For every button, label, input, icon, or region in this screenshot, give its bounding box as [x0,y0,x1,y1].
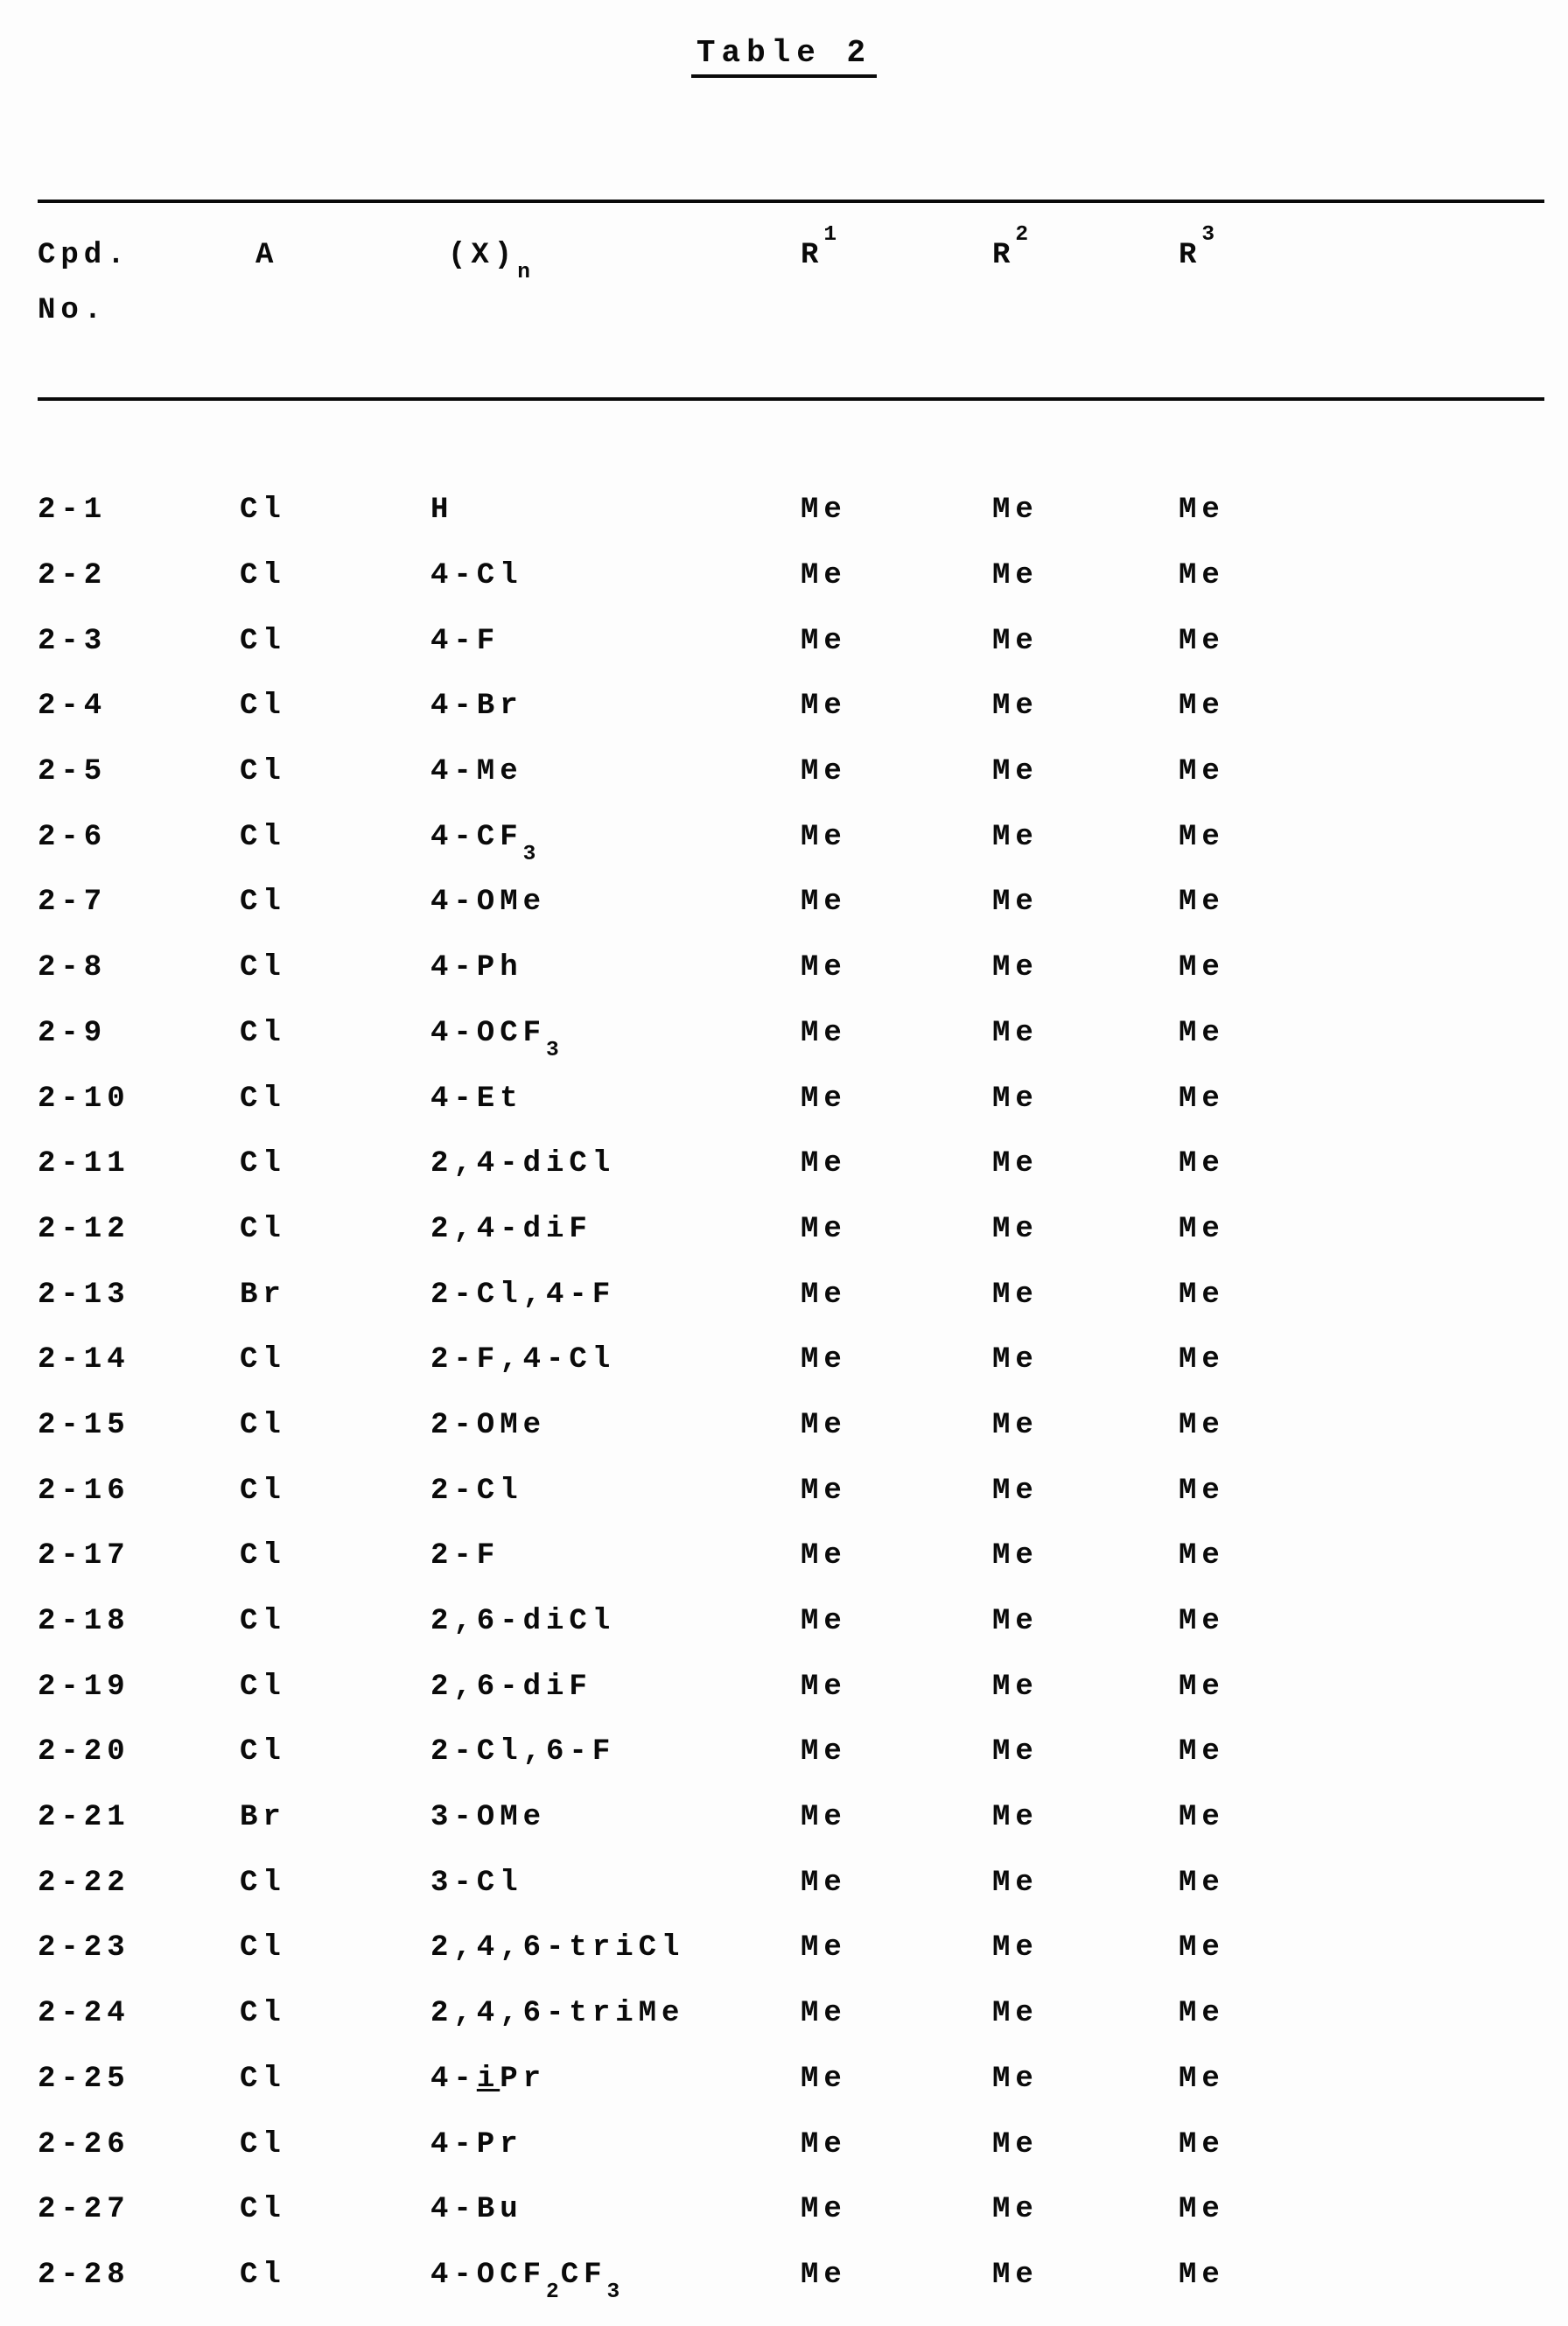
cell-r1: Me [801,1343,847,1377]
compound-table [38,200,1544,2308]
cell-r2: Me [992,1539,1039,1573]
cell-r1: Me [801,886,847,920]
cell-r1: Me [801,1212,847,1246]
cell-r2: Me [992,1147,1039,1181]
cell-cpd-no: 2-4 [38,690,108,724]
cell-r3: Me [1179,1997,1225,2031]
cell-r3: Me [1179,624,1225,658]
cell-cpd-no: 2-24 [38,1997,130,2031]
cell-r2: Me [992,494,1039,528]
cell-xn: 4-Br [430,690,523,724]
cell-cpd-no: 2-19 [38,1670,130,1704]
cell-xn: 2-F,4-Cl [430,1343,616,1377]
cell-cpd-no: 2-14 [38,1343,130,1377]
cell-r2: Me [992,2062,1039,2096]
table-row [38,1001,1544,1067]
cell-r3: Me [1179,1147,1225,1181]
cell-r1: Me [801,755,847,789]
cell-a: Cl [240,1016,286,1050]
cell-r2: Me [992,690,1039,724]
cell-a: Cl [240,2062,286,2096]
cell-a: Cl [240,624,286,658]
cell-a: Cl [240,951,286,985]
cell-r1: Me [801,1605,847,1639]
cell-r3: Me [1179,2193,1225,2227]
col-header-cpd-no [38,201,240,399]
cell-a: Cl [240,690,286,724]
cell-xn: 4-OMe [430,886,547,920]
cell-cpd-no: 2-8 [38,951,108,985]
cell-r3: Me [1179,1212,1225,1246]
cell-r3: Me [1179,1474,1225,1508]
table-row [38,739,1544,805]
cell-r2: Me [992,886,1039,920]
cell-cpd-no: 2-6 [38,820,108,854]
cell-r2: Me [992,1866,1039,1900]
col-header-cpd-line2: No. [38,294,108,327]
cell-r2: Me [992,1016,1039,1050]
cell-r2: Me [992,1605,1039,1639]
cell-r2: Me [992,1343,1039,1377]
cell-r2: Me [992,755,1039,789]
cell-xn: 2-Cl,4-F [430,1278,616,1312]
cell-a: Br [240,1801,286,1835]
table-row [38,2243,1544,2308]
cell-xn: $4-OCF_2CF_3$ [430,2258,622,2304]
cell-a: Cl [240,1082,286,1116]
cell-a: Cl [240,494,286,528]
cell-cpd-no: 2-15 [38,1408,130,1442]
cell-r1: Me [801,1801,847,1835]
cell-r2: Me [992,820,1039,854]
table-row [38,2177,1544,2243]
cell-xn: 2,6-diCl [430,1605,616,1639]
cell-a: Cl [240,1539,286,1573]
cell-a: Cl [240,1997,286,2031]
table-row [38,1458,1544,1524]
cell-r1: Me [801,1474,847,1508]
cell-a: Cl [240,755,286,789]
cell-cpd-no: 2-18 [38,1605,130,1639]
cell-r1: Me [801,1147,847,1181]
header-gap-spacer [38,399,1544,478]
cell-r3: Me [1179,1801,1225,1835]
cell-xn: 2,6-diF [430,1670,592,1704]
cell-a: Cl [240,1343,286,1377]
table-row [38,1393,1544,1459]
cell-a: Cl [240,1212,286,1246]
cell-r3: Me [1179,755,1225,789]
cell-r1: Me [801,1278,847,1312]
cell-a: Cl [240,559,286,593]
cell-r2: Me [992,951,1039,985]
cell-xn: 4-F [430,624,500,658]
cell-r3: Me [1179,1016,1225,1050]
col-header-r2: $R^2$ [992,223,1031,272]
cell-xn: H [430,494,454,528]
cell-r2: Me [992,1735,1039,1769]
table-body [38,399,1544,2308]
table-row [38,543,1544,609]
cell-xn: 4-Ph [430,951,523,985]
cell-r3: Me [1179,559,1225,593]
cell-xn: 2,4,6-triCl [430,1931,685,1965]
cell-r1: Me [801,1931,847,1965]
table-row [38,1197,1544,1263]
cell-xn: $4-CF_3$ [430,820,538,866]
cell-r1: Me [801,1997,847,2031]
cell-r3: Me [1179,690,1225,724]
cell-cpd-no: 2-28 [38,2258,130,2292]
cell-cpd-no: 2-17 [38,1539,130,1573]
cell-r1: Me [801,1735,847,1769]
cell-r3: Me [1179,1670,1225,1704]
cell-r2: Me [992,1408,1039,1442]
cell-r1: Me [801,820,847,854]
cell-r1: Me [801,690,847,724]
cell-r3: Me [1179,1605,1225,1639]
cell-a: Cl [240,820,286,854]
cell-xn: 2-OMe [430,1408,547,1442]
cell-r3: Me [1179,2258,1225,2292]
cell-r3: Me [1179,494,1225,528]
cell-r3: Me [1179,1278,1225,1312]
table-row [38,1981,1544,2047]
cell-r2: Me [992,624,1039,658]
table-row [38,804,1544,870]
cell-r1: Me [801,1408,847,1442]
cell-cpd-no: 2-23 [38,1931,130,1965]
cell-a: Cl [240,1735,286,1769]
cell-cpd-no: 2-25 [38,2062,130,2096]
cell-r3: Me [1179,886,1225,920]
cell-a: Cl [240,1866,286,1900]
cell-r1: Me [801,1866,847,1900]
cell-a: Cl [240,1931,286,1965]
cell-r2: Me [992,1278,1039,1312]
cell-r1: Me [801,494,847,528]
cell-r1: Me [801,1082,847,1116]
col-header-r1: $R^1$ [801,223,839,272]
cell-a: Cl [240,1605,286,1639]
col-header-cpd-line1: Cpd. [38,239,130,272]
cell-r3: Me [1179,1931,1225,1965]
cell-cpd-no: 2-1 [38,494,108,528]
table-row [38,1654,1544,1720]
table-row [38,1916,1544,1981]
cell-r3: Me [1179,820,1225,854]
compound-table-wrap [38,200,1544,2308]
table-row [38,1589,1544,1655]
cell-r1: Me [801,951,847,985]
table-row [38,1262,1544,1328]
cell-r2: Me [992,559,1039,593]
cell-cpd-no: 2-12 [38,1212,130,1246]
cell-r3: Me [1179,951,1225,985]
cell-r3: Me [1179,1343,1225,1377]
cell-cpd-no: 2-2 [38,559,108,593]
cell-r1: Me [801,2062,847,2096]
cell-xn: 4-Bu [430,2193,523,2227]
cell-r2: Me [992,1474,1039,1508]
cell-r2: Me [992,1082,1039,1116]
cell-cpd-no: 2-27 [38,2193,130,2227]
cell-r2: Me [992,1801,1039,1835]
cell-cpd-no: 2-13 [38,1278,130,1312]
table-row [38,674,1544,739]
cell-r3: Me [1179,1082,1225,1116]
table-row [38,870,1544,935]
cell-r1: Me [801,2193,847,2227]
cell-cpd-no: 2-16 [38,1474,130,1508]
cell-xn: 2,4-diF [430,1212,592,1246]
cell-cpd-no: 2-20 [38,1735,130,1769]
table-row [38,2112,1544,2177]
cell-r1: Me [801,2258,847,2292]
cell-r1: Me [801,2127,847,2161]
table-row [38,1524,1544,1589]
cell-cpd-no: 2-9 [38,1016,108,1050]
cell-a: Cl [240,1474,286,1508]
table-row [38,1785,1544,1851]
cell-cpd-no: 2-5 [38,755,108,789]
cell-r3: Me [1179,2062,1225,2096]
cell-cpd-no: 2-26 [38,2127,130,2161]
cell-a: Cl [240,1670,286,1704]
col-header-r3: $R^3$ [1179,223,1217,272]
cell-r2: Me [992,1670,1039,1704]
cell-xn: 2-Cl [430,1474,523,1508]
cell-r2: Me [992,1931,1039,1965]
cell-r1: Me [801,1016,847,1050]
cell-a: Cl [240,2193,286,2227]
cell-xn: $4-OCF_3$ [430,1016,561,1062]
cell-r2: Me [992,1212,1039,1246]
cell-r3: Me [1179,2127,1225,2161]
cell-xn: 4-Pr [430,2127,523,2161]
cell-r2: Me [992,2127,1039,2161]
cell-a: Cl [240,1408,286,1442]
cell-xn: 4-Me [430,755,523,789]
cell-cpd-no: 2-10 [38,1082,130,1116]
table-row [38,1850,1544,1916]
table-row [38,478,1544,543]
table-row [38,1328,1544,1393]
cell-r3: Me [1179,1866,1225,1900]
cell-r2: Me [992,2193,1039,2227]
page-title: Table 2 [691,35,877,78]
cell-xn: 4-Et [430,1082,523,1116]
cell-cpd-no: 2-22 [38,1866,130,1900]
cell-a: Cl [240,1147,286,1181]
cell-r1: Me [801,1670,847,1704]
cell-xn: 4-Cl [430,559,523,593]
table-row [38,1066,1544,1131]
cell-xn: 3-OMe [430,1801,547,1835]
cell-cpd-no: 2-21 [38,1801,130,1835]
table-row [38,1131,1544,1197]
table-row [38,1720,1544,1785]
col-header-a: A [256,239,279,272]
cell-r3: Me [1179,1408,1225,1442]
cell-a: Cl [240,2127,286,2161]
cell-xn: 2-F [430,1539,500,1573]
cell-a: Br [240,1278,286,1312]
cell-cpd-no: 2-7 [38,886,108,920]
table-row [38,935,1544,1001]
cell-xn: 2,4,6-triMe [430,1997,685,2031]
cell-r3: Me [1179,1735,1225,1769]
cell-xn: 2,4-diCl [430,1147,616,1181]
cell-r1: Me [801,624,847,658]
cell-r2: Me [992,2258,1039,2292]
cell-r2: Me [992,1997,1039,2031]
cell-xn: 2-Cl,6-F [430,1735,616,1769]
title-wrap [0,35,1568,78]
cell-cpd-no: 2-3 [38,624,108,658]
col-header-xn: $(X)_n$ [448,239,532,285]
table-row [38,608,1544,674]
cell-a: Cl [240,886,286,920]
cell-a: Cl [240,2258,286,2292]
cell-xn: 3-Cl [430,1866,523,1900]
cell-r1: Me [801,1539,847,1573]
table-row [38,2047,1544,2112]
cell-r1: Me [801,559,847,593]
cell-xn: 4-iPr [430,2062,547,2096]
cell-cpd-no: 2-11 [38,1147,130,1181]
cell-r3: Me [1179,1539,1225,1573]
header-row [38,201,1544,399]
